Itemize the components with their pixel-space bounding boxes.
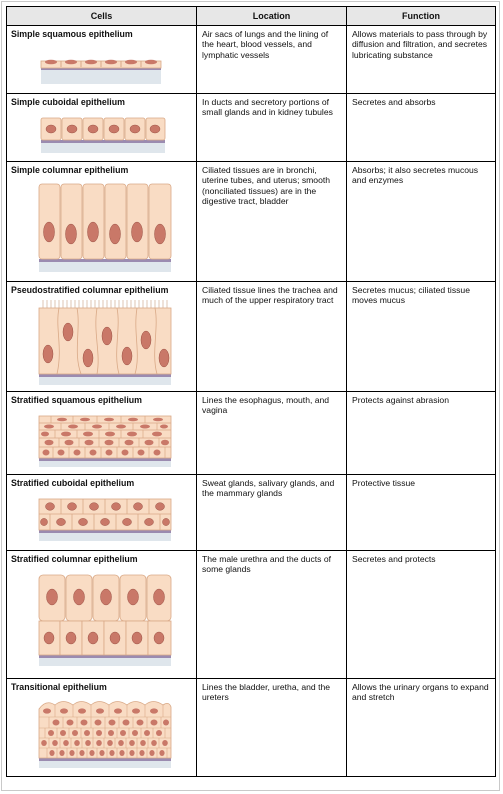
function-text: Allows materials to pass through by diffusion and filtration, and secretes lubricating substance xyxy=(347,26,496,94)
cell-title: Stratified squamous epithelium xyxy=(11,395,142,405)
row-stratified-columnar xyxy=(7,551,496,679)
cell-type xyxy=(7,282,197,392)
location-text: Lines the esophagus, mouth, and vagina xyxy=(197,392,347,475)
function-text: Absorbs; it also secretes mucous and enzymes xyxy=(347,162,496,282)
stratified-columnar-illustration xyxy=(11,567,191,669)
header-function: Function xyxy=(347,7,496,26)
cell-type xyxy=(7,26,197,94)
transitional-illustration xyxy=(11,695,191,769)
cell-title: Simple squamous epithelium xyxy=(11,29,133,39)
cell-title: Stratified cuboidal epithelium xyxy=(11,478,135,488)
location-text: Ciliated tissue lines the trachea and much of the upper respiratory tract xyxy=(197,282,347,392)
location-text: The male urethra and the ducts of some glands xyxy=(197,551,347,679)
cell-type xyxy=(7,679,197,777)
function-text: Secretes mucus; ciliated tissue moves mucus xyxy=(347,282,496,392)
simple-cuboidal-illustration xyxy=(11,110,191,154)
function-text: Protects against abrasion xyxy=(347,392,496,475)
row-simple-squamous xyxy=(7,26,496,94)
row-stratified-cuboidal xyxy=(7,475,496,551)
function-text: Protective tissue xyxy=(347,475,496,551)
row-simple-columnar xyxy=(7,162,496,282)
row-transitional xyxy=(7,679,496,777)
row-stratified-squamous xyxy=(7,392,496,475)
function-text: Secretes and protects xyxy=(347,551,496,679)
header-location: Location xyxy=(197,7,347,26)
cell-type xyxy=(7,94,197,162)
cell-title: Pseudostratified columnar epithelium xyxy=(11,285,169,295)
cell-title: Simple cuboidal epithelium xyxy=(11,97,125,107)
epithelium-table xyxy=(6,6,496,777)
header-cells: Cells xyxy=(7,7,197,26)
cell-title: Transitional epithelium xyxy=(11,682,107,692)
cell-type xyxy=(7,162,197,282)
cell-type xyxy=(7,392,197,475)
stratified-squamous-illustration xyxy=(11,408,191,468)
simple-squamous-illustration xyxy=(11,42,191,86)
location-text: Lines the bladder, uretha, and the ureters xyxy=(197,679,347,777)
function-text: Allows the urinary organs to expand and stretch xyxy=(347,679,496,777)
cell-title: Simple columnar epithelium xyxy=(11,165,129,175)
row-simple-cuboidal xyxy=(7,94,496,162)
location-text: Ciliated tissues are in bronchi, uterine tubes, and uterus; smooth (nonciliated tissues) are in the digestive tract, bladder xyxy=(197,162,347,282)
function-text: Secretes and absorbs xyxy=(347,94,496,162)
header-row xyxy=(7,7,496,26)
row-pseudostratified-columnar xyxy=(7,282,496,392)
location-text: In ducts and secretory portions of small glands and in kidney tubules xyxy=(197,94,347,162)
cell-title: Stratified columnar epithelium xyxy=(11,554,138,564)
cell-type xyxy=(7,551,197,679)
stratified-cuboidal-illustration xyxy=(11,491,191,543)
pseudostratified-illustration xyxy=(11,298,191,386)
location-text: Air sacs of lungs and the lining of the heart, blood vessels, and lymphatic vessels xyxy=(197,26,347,94)
simple-columnar-illustration xyxy=(11,178,191,274)
cell-type xyxy=(7,475,197,551)
location-text: Sweat glands, salivary glands, and the mammary glands xyxy=(197,475,347,551)
